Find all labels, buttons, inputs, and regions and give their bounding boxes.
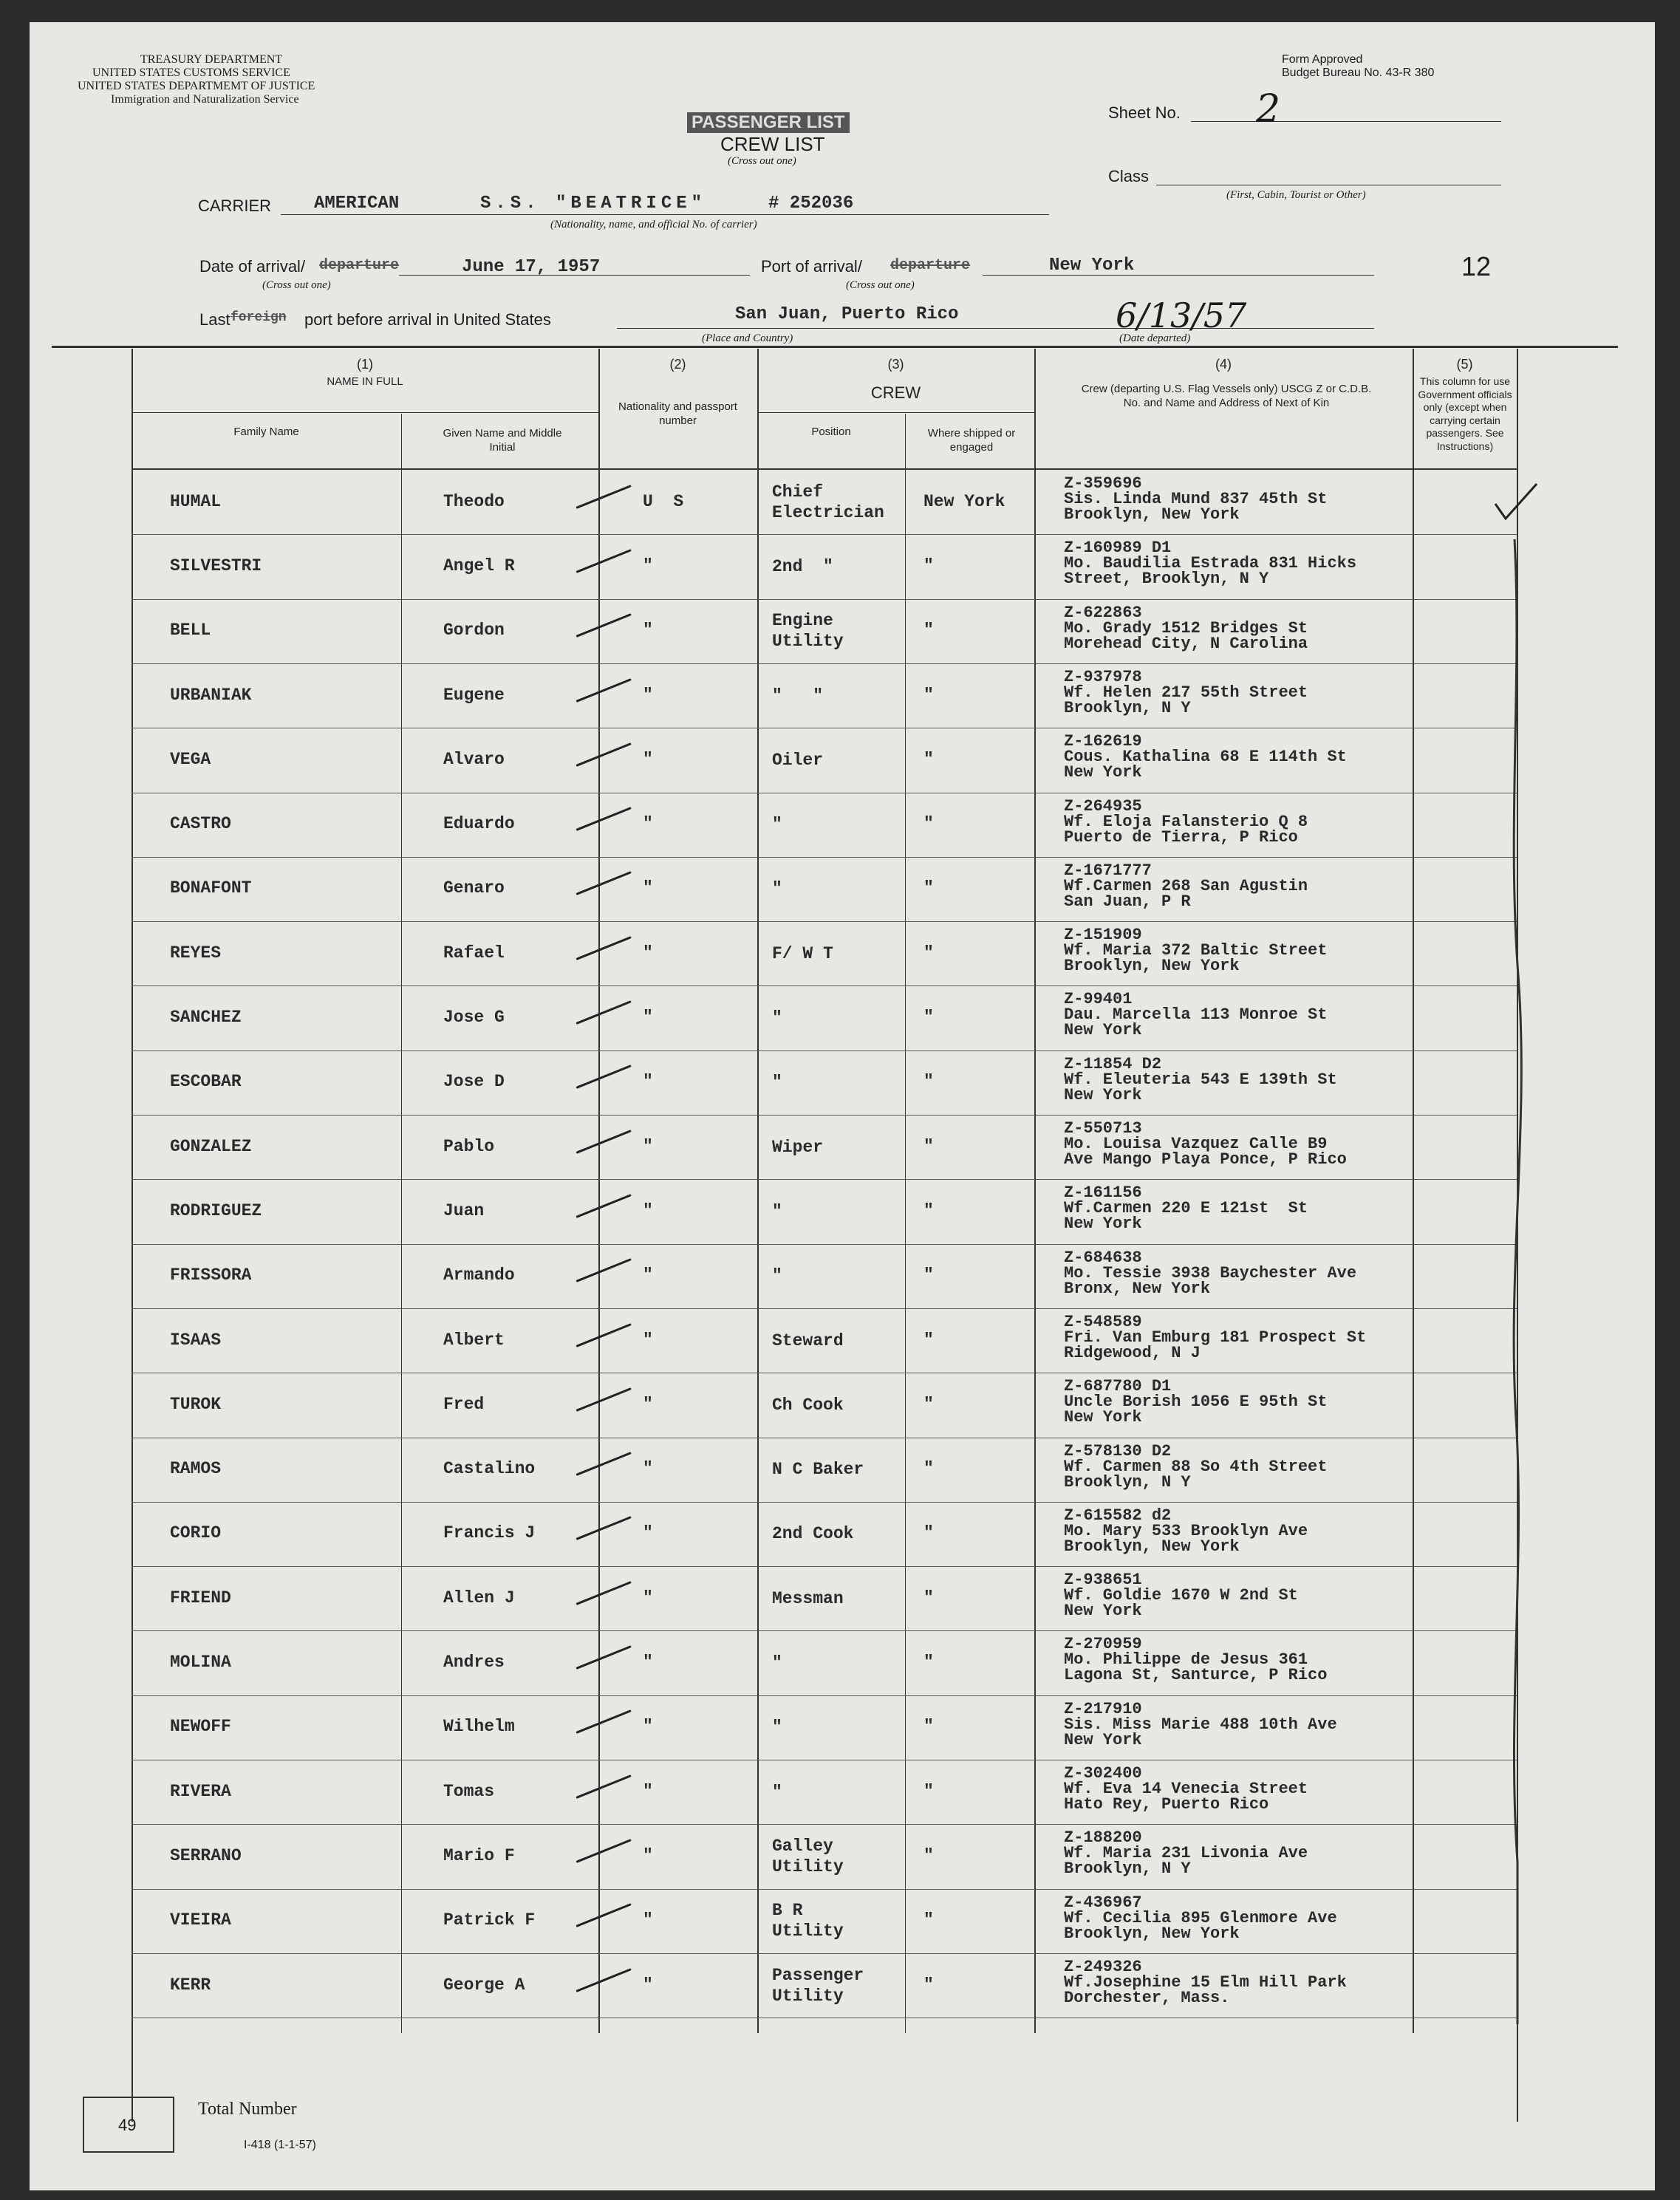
nationality: " bbox=[643, 1653, 653, 1673]
sheet-label: Sheet No. bbox=[1108, 103, 1181, 122]
position: " bbox=[772, 879, 782, 899]
col1-title: NAME IN FULL bbox=[327, 375, 403, 388]
family-name: ISAAS bbox=[170, 1330, 222, 1350]
col-divider-3a bbox=[905, 414, 906, 2033]
next-of-kin: Z-270959 Mo. Philippe de Jesus 361 Lagona St, Santurce, P Rico bbox=[1064, 1635, 1328, 1685]
position: Messman bbox=[772, 1588, 844, 1608]
position: Chief Electrician bbox=[772, 482, 884, 522]
given-name: Francis J bbox=[443, 1523, 536, 1543]
where-shipped: " bbox=[923, 1653, 934, 1673]
position: Passenger Utility bbox=[772, 1965, 864, 2006]
row-divider bbox=[132, 1179, 1517, 1180]
family-name: TUROK bbox=[170, 1394, 222, 1414]
table-left-border bbox=[132, 349, 133, 2122]
where-shipped: " bbox=[923, 814, 934, 834]
nationality: " bbox=[643, 1717, 653, 1737]
position: Wiper bbox=[772, 1137, 824, 1157]
col3-position: Position bbox=[811, 426, 851, 438]
where-shipped: New York bbox=[923, 491, 1005, 511]
row-divider bbox=[132, 1695, 1517, 1696]
nationality: " bbox=[643, 1781, 653, 1801]
nationality: U S bbox=[643, 491, 684, 511]
next-of-kin: Z-302400 Wf. Eva 14 Venecia Street Hato Rey, Puerto Rico bbox=[1064, 1764, 1308, 1814]
col3-number: (3) bbox=[887, 357, 904, 372]
row-divider bbox=[132, 1115, 1517, 1116]
given-name: Theodo bbox=[443, 491, 505, 511]
col3-where: Where shipped or engaged bbox=[927, 427, 1016, 454]
where-shipped: " bbox=[923, 1845, 934, 1865]
col2-title: Nationality and passport number bbox=[618, 400, 737, 427]
next-of-kin: Z-161156 Wf.Carmen 220 E 121st St New York bbox=[1064, 1183, 1308, 1234]
next-of-kin: Z-436967 Wf. Cecilia 895 Glenmore Ave Brooklyn, New York bbox=[1064, 1893, 1337, 1943]
position: " bbox=[772, 1201, 782, 1221]
next-of-kin: Z-217910 Sis. Miss Marie 488 10th Ave New York bbox=[1064, 1699, 1337, 1749]
family-name: BELL bbox=[170, 621, 211, 640]
col1-family-name: Family Name bbox=[233, 426, 299, 438]
form-identifier: I-418 (1-1-57) bbox=[244, 2139, 316, 2151]
position: " bbox=[772, 1073, 782, 1093]
position: " " bbox=[772, 686, 824, 706]
next-of-kin: Z-550713 Mo. Louisa Vazquez Calle B9 Ave Mango Playa Ponce, P Rico bbox=[1064, 1119, 1347, 1169]
next-of-kin: Z-1671777 Wf.Carmen 268 San Agustin San Juan, P R bbox=[1064, 861, 1308, 911]
col-divider-3 bbox=[1034, 349, 1036, 2033]
row-divider bbox=[132, 1953, 1517, 1954]
given-name: Mario F bbox=[443, 1845, 515, 1865]
date-arrival-label: Date of arrival/ bbox=[199, 257, 306, 276]
family-name: ESCOBAR bbox=[170, 1072, 242, 1092]
family-name: FRIEND bbox=[170, 1588, 231, 1608]
nationality: " bbox=[643, 1845, 653, 1865]
col5-number: (5) bbox=[1456, 357, 1473, 372]
where-shipped: " bbox=[923, 1588, 934, 1608]
position: N C Baker bbox=[772, 1460, 864, 1480]
where-shipped: " bbox=[923, 1330, 934, 1350]
class-caption: (First, Cabin, Tourist or Other) bbox=[1226, 189, 1366, 201]
last-port-underline bbox=[617, 328, 1374, 329]
arrival-port-value: New York bbox=[1049, 256, 1135, 276]
family-name: URBANIAK bbox=[170, 685, 252, 705]
position: " bbox=[772, 1782, 782, 1802]
next-of-kin: Z-359696 Sis. Linda Mund 837 45th St Brooklyn, New York bbox=[1064, 474, 1328, 524]
where-shipped: " bbox=[923, 749, 934, 769]
nationality: " bbox=[643, 878, 653, 898]
crew-list-title: CREW LIST bbox=[720, 133, 825, 155]
nationality: " bbox=[643, 1008, 653, 1028]
title-cross-caption: (Cross out one) bbox=[728, 155, 796, 167]
given-name: Eduardo bbox=[443, 814, 515, 834]
col1-subrule bbox=[132, 412, 598, 413]
last-port-foreign-crossed: foreign bbox=[231, 310, 287, 325]
col-divider-1 bbox=[598, 349, 600, 2033]
page-number: 12 bbox=[1461, 251, 1492, 281]
row-divider bbox=[132, 1244, 1517, 1245]
row-divider bbox=[132, 985, 1517, 986]
where-shipped: " bbox=[923, 1459, 934, 1479]
where-shipped: " bbox=[923, 878, 934, 898]
agency-line-1: TREASURY DEPARTMENT bbox=[140, 53, 283, 66]
col-divider-1a bbox=[401, 414, 402, 2033]
family-name: VEGA bbox=[170, 749, 211, 769]
next-of-kin: Z-11854 D2 Wf. Eleuteria 543 E 139th St New York bbox=[1064, 1054, 1337, 1104]
family-name: KERR bbox=[170, 1975, 211, 1995]
nationality: " bbox=[643, 621, 653, 640]
nationality: " bbox=[643, 1330, 653, 1350]
where-shipped: " bbox=[923, 621, 934, 640]
position: Galley Utility bbox=[772, 1836, 844, 1876]
position: " bbox=[772, 1718, 782, 1738]
form-approved: Form Approved bbox=[1282, 53, 1363, 66]
nationality: " bbox=[643, 1588, 653, 1608]
col4-number: (4) bbox=[1215, 357, 1232, 372]
given-name: Gordon bbox=[443, 621, 505, 640]
family-name: RAMOS bbox=[170, 1459, 222, 1479]
col3-subrule bbox=[757, 412, 1034, 413]
next-of-kin: Z-937978 Wf. Helen 217 55th Street Brooklyn, N Y bbox=[1064, 667, 1308, 717]
col2-number: (2) bbox=[669, 357, 686, 372]
next-of-kin: Z-188200 Wf. Maria 231 Livonia Ave Brooklyn, N Y bbox=[1064, 1828, 1308, 1879]
sheet-number: 2 bbox=[1256, 87, 1281, 131]
row-divider bbox=[132, 534, 1517, 535]
family-name: SILVESTRI bbox=[170, 556, 262, 575]
given-name: Tomas bbox=[443, 1781, 495, 1801]
carrier-nationality: AMERICAN bbox=[314, 194, 400, 213]
family-name: FRISSORA bbox=[170, 1265, 252, 1285]
nationality: " bbox=[643, 1136, 653, 1156]
wavy-line bbox=[1514, 539, 1521, 2024]
position: Engine Utility bbox=[772, 611, 844, 652]
date-caption: (Cross out one) bbox=[262, 279, 331, 291]
where-shipped: " bbox=[923, 943, 934, 963]
position: " bbox=[772, 815, 782, 835]
where-shipped: " bbox=[923, 1265, 934, 1285]
nationality: " bbox=[643, 1265, 653, 1285]
port-underline bbox=[983, 275, 1374, 276]
family-name: SERRANO bbox=[170, 1845, 242, 1865]
passenger-list-title-crossed: PASSENGER LIST bbox=[687, 112, 850, 133]
date-departed-caption: (Date departed) bbox=[1119, 332, 1191, 344]
given-name: Rafael bbox=[443, 943, 505, 963]
family-name: CORIO bbox=[170, 1523, 222, 1543]
next-of-kin: Z-249326 Wf.Josephine 15 Elm Hill Park Dorchester, Mass. bbox=[1064, 1957, 1347, 2007]
next-of-kin: Z-684638 Mo. Tessie 3938 Baychester Ave Bronx, New York bbox=[1064, 1248, 1357, 1298]
nationality: " bbox=[643, 556, 653, 575]
col4-title: Crew (departing U.S. Flag Vessels only) USCG Z or C.D.B. No. and Name and Address of Next of Kin bbox=[1081, 383, 1372, 409]
departure-date-handwritten: 6/13/57 bbox=[1116, 296, 1247, 335]
given-name: Eugene bbox=[443, 685, 505, 705]
given-name: George A bbox=[443, 1975, 525, 1995]
given-name: Alvaro bbox=[443, 749, 505, 769]
check-mark-icon bbox=[1495, 484, 1537, 519]
position: Steward bbox=[772, 1330, 844, 1350]
given-name: Genaro bbox=[443, 878, 505, 898]
next-of-kin: Z-264935 Wf. Eloja Falansterio Q 8 Puerto de Tierra, P Rico bbox=[1064, 796, 1308, 847]
next-of-kin: Z-99401 Dau. Marcella 113 Monroe St New York bbox=[1064, 990, 1328, 1040]
given-name: Albert bbox=[443, 1330, 505, 1350]
family-name: RIVERA bbox=[170, 1781, 231, 1801]
next-of-kin: Z-160989 D1 Mo. Baudilia Estrada 831 Hicks Street, Brooklyn, N Y bbox=[1064, 539, 1357, 589]
official-check-marks bbox=[1485, 458, 1544, 2046]
nationality: " bbox=[643, 749, 653, 769]
where-shipped: " bbox=[923, 1072, 934, 1092]
row-divider bbox=[132, 663, 1517, 664]
given-name: Castalino bbox=[443, 1459, 536, 1479]
next-of-kin: Z-548589 Fri. Van Emburg 181 Prospect St Ridgewood, N J bbox=[1064, 1312, 1367, 1362]
row-divider bbox=[132, 857, 1517, 858]
nationality: " bbox=[643, 1072, 653, 1092]
where-shipped: " bbox=[923, 556, 934, 575]
where-shipped: " bbox=[923, 685, 934, 705]
row-divider bbox=[132, 1630, 1517, 1631]
given-name: Wilhelm bbox=[443, 1717, 515, 1737]
carrier-official-number: # 252036 bbox=[768, 194, 854, 213]
given-name: Armando bbox=[443, 1265, 515, 1285]
where-shipped: " bbox=[923, 1781, 934, 1801]
nationality: " bbox=[643, 1200, 653, 1220]
given-name: Jose D bbox=[443, 1072, 505, 1092]
position: Ch Cook bbox=[772, 1395, 844, 1415]
family-name: CASTRO bbox=[170, 814, 231, 834]
where-shipped: " bbox=[923, 1136, 934, 1156]
nationality: " bbox=[643, 1523, 653, 1543]
class-label: Class bbox=[1108, 167, 1150, 185]
given-name: Allen J bbox=[443, 1588, 515, 1608]
col5-title: This column for use Government officials only (except when carrying certain passengers. See Instructions) bbox=[1418, 375, 1512, 452]
carrier-ship-name: S.S. "BEATRICE" bbox=[480, 194, 707, 213]
nationality: " bbox=[643, 1459, 653, 1479]
total-label: Total Number bbox=[198, 2100, 297, 2119]
position: 2nd Cook bbox=[772, 1524, 854, 1544]
family-name: NEWOFF bbox=[170, 1717, 231, 1737]
port-departure-crossed: departure bbox=[890, 257, 971, 274]
nationality: " bbox=[643, 1975, 653, 1995]
agency-line-4: Immigration and Naturalization Service bbox=[111, 93, 299, 106]
port-caption: (Cross out one) bbox=[846, 279, 915, 291]
position: " bbox=[772, 1008, 782, 1028]
agency-line-3: UNITED STATES DEPARTMEMT OF JUSTICE bbox=[78, 80, 315, 92]
nationality: " bbox=[643, 814, 653, 834]
next-of-kin: Z-578130 D2 Wf. Carmen 88 So 4th Street Brooklyn, N Y bbox=[1064, 1441, 1328, 1492]
position: " bbox=[772, 1266, 782, 1286]
col-divider-4 bbox=[1413, 349, 1414, 2033]
family-name: HUMAL bbox=[170, 491, 222, 511]
given-name: Fred bbox=[443, 1394, 485, 1414]
next-of-kin: Z-162619 Cous. Kathalina 68 E 114th St New York bbox=[1064, 732, 1347, 782]
row-divider bbox=[132, 1824, 1517, 1825]
given-name: Patrick F bbox=[443, 1910, 536, 1930]
given-name: Juan bbox=[443, 1200, 485, 1220]
row-divider bbox=[132, 1889, 1517, 1890]
next-of-kin: Z-687780 D1 Uncle Borish 1056 E 95th St New York bbox=[1064, 1377, 1328, 1427]
where-shipped: " bbox=[923, 1523, 934, 1543]
family-name: GONZALEZ bbox=[170, 1136, 252, 1156]
arrival-date-value: June 17, 1957 bbox=[462, 257, 601, 277]
family-name: MOLINA bbox=[170, 1653, 231, 1673]
position: F/ W T bbox=[772, 943, 833, 963]
agency-line-2: UNITED STATES CUSTOMS SERVICE bbox=[92, 66, 290, 79]
carrier-label: CARRIER bbox=[198, 197, 272, 215]
last-port-value: San Juan, Puerto Rico bbox=[735, 304, 959, 324]
carrier-underline bbox=[281, 214, 1049, 215]
date-departure-crossed: departure bbox=[319, 257, 400, 274]
carrier-caption: (Nationality, name, and official No. of carrier) bbox=[550, 219, 757, 230]
where-shipped: " bbox=[923, 1200, 934, 1220]
where-shipped: " bbox=[923, 1717, 934, 1737]
where-shipped: " bbox=[923, 1910, 934, 1930]
family-name: RODRIGUEZ bbox=[170, 1200, 262, 1220]
given-name: Jose G bbox=[443, 1008, 505, 1028]
col1-number: (1) bbox=[357, 357, 373, 372]
col3-title: CREW bbox=[870, 383, 921, 402]
total-value: 49 bbox=[118, 2116, 137, 2134]
given-name: Andres bbox=[443, 1653, 505, 1673]
family-name: REYES bbox=[170, 943, 222, 963]
col1-given-name: Given Name and Middle Initial bbox=[443, 427, 562, 454]
position: Oiler bbox=[772, 750, 824, 770]
row-divider bbox=[132, 1566, 1517, 1567]
row-divider bbox=[132, 1308, 1517, 1309]
position: " bbox=[772, 1653, 782, 1673]
next-of-kin: Z-622863 Mo. Grady 1512 Bridges St Morehead City, N Carolina bbox=[1064, 603, 1308, 653]
row-divider bbox=[132, 1502, 1517, 1503]
last-port-label-pre: Last bbox=[199, 310, 231, 329]
given-name: Angel R bbox=[443, 556, 515, 575]
header-rule bbox=[52, 346, 1618, 348]
row-divider bbox=[132, 599, 1517, 600]
where-shipped: " bbox=[923, 1394, 934, 1414]
last-port-label: port before arrival in United States bbox=[304, 310, 551, 329]
family-name: SANCHEZ bbox=[170, 1008, 242, 1028]
header-bottom-rule bbox=[132, 468, 1517, 470]
next-of-kin: Z-151909 Wf. Maria 372 Baltic Street Brooklyn, New York bbox=[1064, 926, 1328, 976]
position: B R Utility bbox=[772, 1901, 844, 1941]
family-name: VIEIRA bbox=[170, 1910, 231, 1930]
position: 2nd " bbox=[772, 556, 833, 576]
budget-bureau: Budget Bureau No. 43-R 380 bbox=[1282, 66, 1435, 79]
where-shipped: " bbox=[923, 1975, 934, 1995]
where-shipped: " bbox=[923, 1008, 934, 1028]
sheet-underline bbox=[1191, 121, 1501, 122]
row-divider bbox=[132, 921, 1517, 922]
port-arrival-label: Port of arrival/ bbox=[761, 257, 862, 276]
col-divider-2 bbox=[757, 349, 759, 2033]
given-name: Pablo bbox=[443, 1136, 495, 1156]
next-of-kin: Z-938651 Wf. Goldie 1670 W 2nd St New York bbox=[1064, 1571, 1298, 1621]
nationality: " bbox=[643, 943, 653, 963]
next-of-kin: Z-615582 d2 Mo. Mary 533 Brooklyn Ave Brooklyn, New York bbox=[1064, 1506, 1308, 1556]
nationality: " bbox=[643, 1910, 653, 1930]
last-port-caption: (Place and Country) bbox=[702, 332, 793, 344]
nationality: " bbox=[643, 1394, 653, 1414]
family-name: BONAFONT bbox=[170, 878, 252, 898]
nationality: " bbox=[643, 685, 653, 705]
